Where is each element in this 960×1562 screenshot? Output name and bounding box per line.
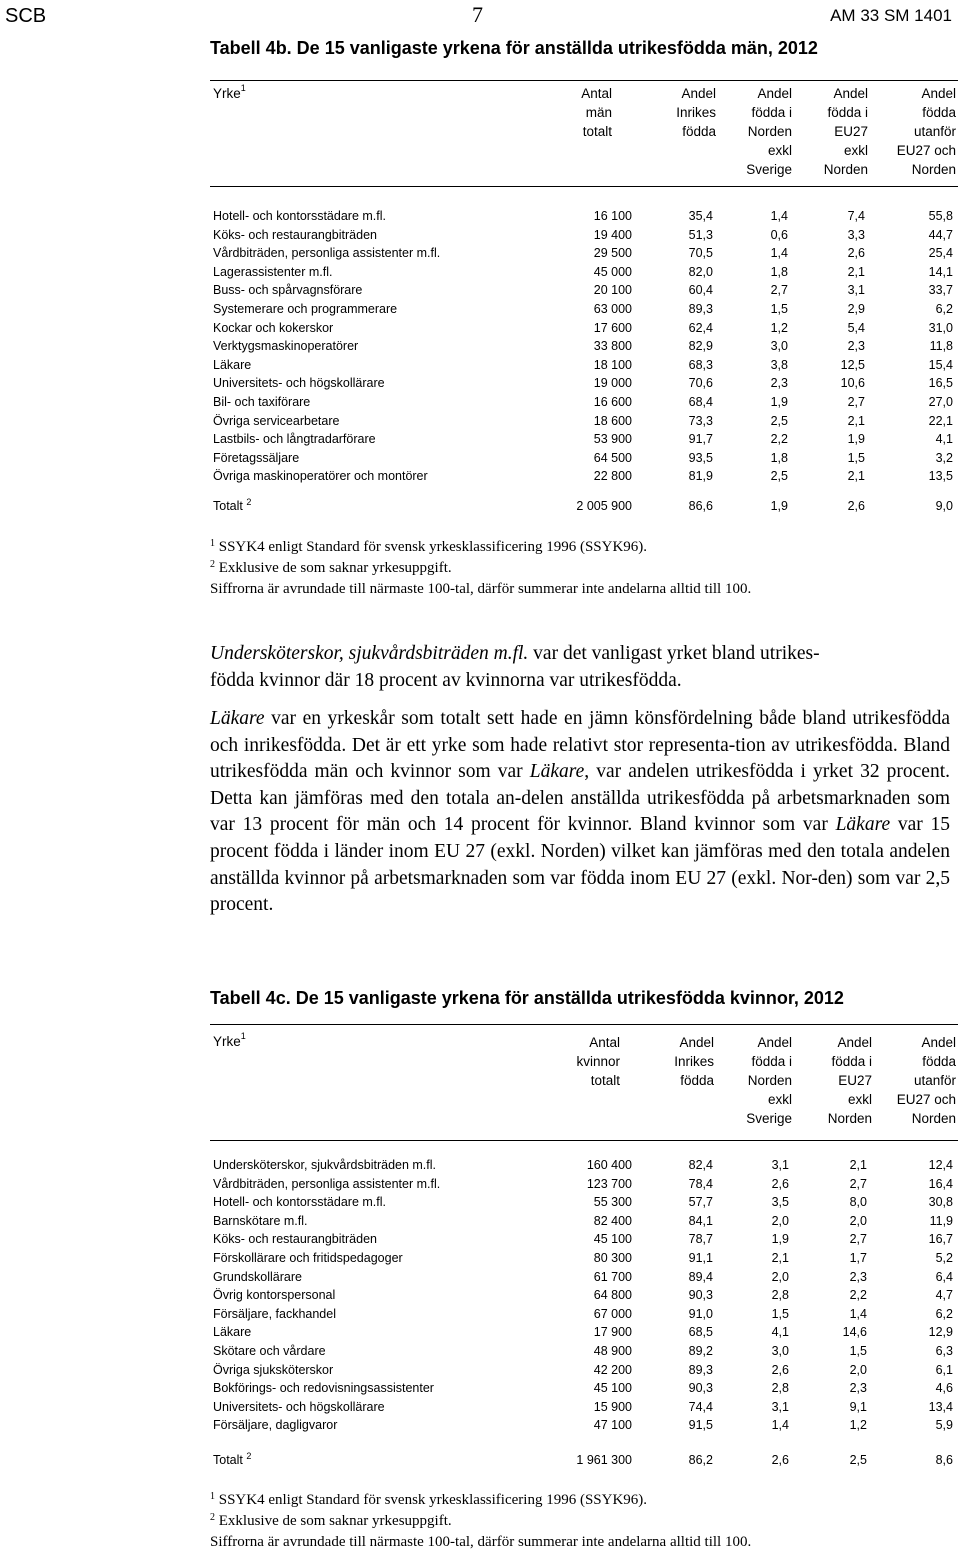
inrikes-share-cell: 91,0 <box>688 1306 713 1321</box>
outside-share-cell: 5,9 <box>935 1418 953 1433</box>
inrikes-share-cell: 89,2 <box>688 1344 713 1358</box>
norden-share-cell: 2,0 <box>771 1269 789 1284</box>
outside-share-cell: 11,8 <box>929 339 953 354</box>
occupation-name: Undersköterskor, sjukvårdsbiträden m.fl. <box>213 1158 437 1172</box>
eu27-share-cell: 2,1 <box>847 264 865 279</box>
table-row <box>213 1286 958 1305</box>
occupation-name: Köks- och restaurangbiträden <box>213 1232 377 1247</box>
footnote-rounding: Siffrorna är avrundade till närmaste 100-tal, därför summerar inte andelarna alltid till 100. <box>210 1534 752 1550</box>
outside-share-cell: 13,4 <box>928 1399 953 1414</box>
occupation-name: Lagerassistenter m.fl. <box>213 264 333 279</box>
table-4b-col-antal: Antal män totalt <box>581 86 612 139</box>
inrikes-share-cell: 68,5 <box>688 1325 713 1340</box>
eu27-share-cell: 1,5 <box>847 450 865 465</box>
eu27-share-cell: 2,3 <box>849 1381 867 1396</box>
table-4b-col-eu27: Andel födda i EU27 exkl Norden <box>823 86 868 177</box>
norden-share-cell: 4,1 <box>771 1325 789 1340</box>
inrikes-share-cell: 68,3 <box>688 357 713 372</box>
eu27-share-cell: 1,4 <box>849 1306 867 1321</box>
table-row <box>213 226 958 245</box>
eu27-share-cell: 1,5 <box>849 1344 867 1358</box>
inrikes-share-cell: 89,3 <box>688 1362 713 1377</box>
occupation-name: Bokförings- och redovisningsassistenter <box>213 1381 434 1396</box>
inrikes-share-cell: 82,4 <box>688 1158 713 1172</box>
footnote-1: $^1$ SSYK4 enligt Standard för svensk yrkesklassificering 1996 (SSYK96). <box>210 1491 648 1508</box>
occupation-name: Köks- och restaurangbiträden <box>213 227 377 242</box>
count-cell: 2 005 900 <box>576 499 632 513</box>
occupation-name: Bil- och taxiförare <box>213 395 311 409</box>
inrikes-share-cell: 70,5 <box>688 246 713 261</box>
norden-share-cell: 1,8 <box>770 450 788 465</box>
table-4c-col-utanfor: Andel födda utanför EU27 och Norden <box>896 1035 956 1126</box>
count-cell: 19 000 <box>593 376 632 391</box>
inrikes-share-cell: 60,4 <box>688 283 713 298</box>
outside-share-cell: 30,8 <box>928 1195 953 1210</box>
occupation-name: Systemerare och programmerare <box>213 302 398 316</box>
table-row <box>213 430 958 449</box>
count-cell: 20 100 <box>593 283 632 298</box>
table-4b-yrke-header: Yrke$^1$ <box>213 83 246 101</box>
count-cell: 63 000 <box>593 302 632 316</box>
table-4b-col-utanfor: Andel födda utanför EU27 och Norden <box>896 86 956 177</box>
table-row <box>213 337 958 356</box>
table-row <box>213 319 958 338</box>
table-row <box>213 412 958 431</box>
norden-share-cell: 1,5 <box>771 1306 789 1321</box>
count-cell: 53 900 <box>593 432 632 447</box>
table-4b-title: Tabell 4b. De 15 vanligaste yrkena för anställda utrikesfödda män, 2012 <box>210 38 818 58</box>
table-row <box>213 1230 958 1249</box>
table-row <box>213 300 958 319</box>
eu27-share-cell: 1,9 <box>847 432 865 447</box>
norden-share-cell: 3,0 <box>770 339 788 354</box>
inrikes-share-cell: 91,7 <box>688 432 713 447</box>
norden-share-cell: 1,4 <box>770 246 788 261</box>
occupation-name: Försäljare, dagligvaror <box>213 1418 338 1433</box>
eu27-share-cell: 7,4 <box>847 209 865 223</box>
outside-share-cell: 25,4 <box>928 246 953 261</box>
occupation-name: Övriga servicearbetare <box>213 413 340 428</box>
table-row <box>213 1342 958 1361</box>
norden-share-cell: 2,5 <box>770 469 788 484</box>
outside-share-cell: 4,6 <box>935 1381 953 1396</box>
occupation-name: Lastbils- och långtradarförare <box>213 432 376 447</box>
occupation-name: Grundskollärare <box>213 1269 302 1284</box>
inrikes-share-cell: 78,4 <box>688 1176 713 1191</box>
count-cell: 160 400 <box>586 1158 632 1172</box>
table-row <box>213 393 958 412</box>
occupation-name: Hotell- och kontorsstädare m.fl. <box>213 209 386 223</box>
table-row <box>213 1175 958 1194</box>
table-row <box>213 1379 958 1398</box>
table-4b-col-inrikes: Andel Inrikes födda <box>676 86 716 139</box>
eu27-share-cell: 10,6 <box>840 376 865 391</box>
paragraph-lakare: Läkare var en yrkeskår som totalt sett hade en jämn könsfördelning både bland utrikesfödda och inrikesfödda. Det är ett yrke som hade relativt stor representa-tion av utrikesfödda. Bland utrikesfödda män och kvinnor som var Läkare, var andelen utrikesfödda i yrket 32 procent. Detta kan jämföras med den totala an-delen anställda utrikesfödda på arbetsmarknaden som var 13 procent för män och 14 procent för kvinnor. Bland kvinnor som var Läkare var 15 procent födda i länder inom EU 27 (exkl. Norden) vilket kan jämföras med den totala andelen anställda kvinnor på arbetsmarknaden som var födda inom EU 27 (exkl. Nor-den) som var 2,5 procent. <box>210 708 951 916</box>
eu27-share-cell: 2,0 <box>849 1213 867 1228</box>
table-4b-col-norden: Andel födda i Norden exkl Sverige <box>746 86 792 177</box>
outside-share-cell: 6,4 <box>935 1269 953 1284</box>
table-row <box>213 1249 958 1268</box>
occupation-name: Verktygsmaskinoperatörer <box>213 339 359 354</box>
eu27-share-cell: 1,7 <box>849 1251 867 1265</box>
norden-share-cell: 2,5 <box>770 413 788 428</box>
inrikes-share-cell: 86,6 <box>688 499 713 513</box>
eu27-share-cell: 2,9 <box>847 302 865 316</box>
eu27-share-cell: 2,1 <box>847 469 865 484</box>
occupation-name: Buss- och spårvagnsförare <box>213 283 363 298</box>
eu27-share-cell: 2,7 <box>849 1176 867 1191</box>
norden-share-cell: 1,4 <box>771 1418 789 1433</box>
norden-share-cell: 2,7 <box>770 283 788 298</box>
norden-share-cell: 3,1 <box>771 1399 789 1414</box>
count-cell: 17 900 <box>593 1325 632 1340</box>
count-cell: 19 400 <box>593 227 632 242</box>
footnote-1: $^1$ SSYK4 enligt Standard för svensk yrkesklassificering 1996 (SSYK96). <box>210 538 648 555</box>
inrikes-share-cell: 82,9 <box>688 339 713 354</box>
inrikes-share-cell: 89,4 <box>688 1269 713 1284</box>
occupation-name: Kockar och kokerskor <box>213 320 334 335</box>
paragraph-undersköterskor: Undersköterskor, sjukvårdsbiträden m.fl. var det vanligast yrket bland utrikes- födda kvinnor där 18 procent av kvinnorna var utrikesfödda. <box>210 643 820 691</box>
outside-share-cell: 6,2 <box>935 302 953 316</box>
table-4c-footnotes <box>210 1490 751 1553</box>
count-cell: 33 800 <box>593 339 632 354</box>
count-cell: 22 800 <box>593 469 632 484</box>
norden-share-cell: 1,4 <box>770 209 788 223</box>
occupation-name: Läkare <box>213 1325 252 1340</box>
count-cell: 64 800 <box>593 1288 632 1303</box>
count-cell: 123 700 <box>586 1176 632 1191</box>
inrikes-share-cell: 90,3 <box>688 1288 713 1303</box>
occupation-name: Läkare <box>213 357 252 372</box>
inrikes-share-cell: 62,4 <box>688 320 713 335</box>
outside-share-cell: 15,4 <box>928 357 953 372</box>
occupation-name: Vårdbiträden, personliga assistenter m.fl. <box>213 246 441 261</box>
table-4c-top-rule <box>210 1024 958 1025</box>
norden-share-cell: 2,8 <box>771 1288 789 1303</box>
count-cell: 67 000 <box>593 1306 632 1321</box>
occupation-name: Totalt $^2$ <box>213 497 252 513</box>
table-row <box>213 374 958 393</box>
norden-share-cell: 3,8 <box>770 357 788 372</box>
table-row <box>213 449 958 468</box>
count-cell: 61 700 <box>593 1269 632 1284</box>
norden-share-cell: 1,9 <box>770 499 788 513</box>
table-row <box>213 467 958 486</box>
outside-share-cell: 4,7 <box>935 1288 953 1303</box>
table-4b-top-rule <box>210 80 958 81</box>
inrikes-share-cell: 82,0 <box>688 264 713 279</box>
eu27-share-cell: 2,0 <box>849 1362 867 1377</box>
norden-share-cell: 1,9 <box>770 395 788 409</box>
inrikes-share-cell: 73,3 <box>688 413 713 428</box>
eu27-share-cell: 2,1 <box>849 1158 867 1172</box>
table-4c-col-norden: Andel födda i Norden exkl Sverige <box>746 1035 792 1126</box>
inrikes-share-cell: 35,4 <box>688 209 713 223</box>
publication-id: AM 33 SM 1401 <box>830 6 952 25</box>
occupation-name: Universitets- och högskollärare <box>213 376 385 391</box>
inrikes-share-cell: 90,3 <box>688 1381 713 1396</box>
footnote-2: $^2$ Exklusive de som saknar yrkesuppgift. <box>210 1512 452 1529</box>
outside-share-cell: 8,6 <box>935 1453 953 1467</box>
eu27-share-cell: 3,3 <box>847 227 865 242</box>
eu27-share-cell: 2,3 <box>847 339 865 354</box>
norden-share-cell: 2,6 <box>771 1362 789 1377</box>
occupation-name: Hotell- och kontorsstädare m.fl. <box>213 1195 386 1210</box>
table-row <box>213 244 958 263</box>
table-total-row <box>213 497 958 516</box>
eu27-share-cell: 8,0 <box>849 1195 867 1210</box>
table-row <box>213 1416 958 1435</box>
eu27-share-cell: 12,5 <box>840 357 865 372</box>
outside-share-cell: 31,0 <box>928 320 953 335</box>
count-cell: 29 500 <box>593 246 632 261</box>
eu27-share-cell: 2,5 <box>849 1453 867 1467</box>
table-row <box>213 281 958 300</box>
count-cell: 45 100 <box>593 1381 632 1396</box>
occupation-name: Totalt $^2$ <box>213 1451 252 1467</box>
eu27-share-cell: 3,1 <box>847 283 865 298</box>
outside-share-cell: 4,1 <box>935 432 953 447</box>
count-cell: 18 100 <box>593 357 632 372</box>
norden-share-cell: 2,3 <box>770 376 788 391</box>
eu27-share-cell: 2,3 <box>849 1269 867 1284</box>
norden-share-cell: 3,5 <box>771 1195 789 1210</box>
count-cell: 80 300 <box>593 1251 632 1265</box>
inrikes-share-cell: 81,9 <box>688 469 713 484</box>
count-cell: 15 900 <box>593 1399 632 1414</box>
occupation-name: Vårdbiträden, personliga assistenter m.fl. <box>213 1176 441 1191</box>
occupation-name: Försäljare, fackhandel <box>213 1306 336 1321</box>
table-4c-col-eu27: Andel födda i EU27 exkl Norden <box>827 1035 872 1126</box>
table-4c-col-antal: Antal kvinnor totalt <box>576 1035 620 1088</box>
outside-share-cell: 16,4 <box>928 1176 953 1191</box>
inrikes-share-cell: 78,7 <box>688 1232 713 1247</box>
count-cell: 45 100 <box>593 1232 632 1247</box>
count-cell: 47 100 <box>593 1418 632 1433</box>
outside-share-cell: 22,1 <box>928 413 953 428</box>
eu27-share-cell: 5,4 <box>847 320 865 335</box>
count-cell: 18 600 <box>593 413 632 428</box>
occupation-name: Förskollärare och fritidspedagoger <box>213 1251 403 1265</box>
outside-share-cell: 9,0 <box>935 499 953 513</box>
footnote-rounding: Siffrorna är avrundade till närmaste 100-tal, därför summerar inte andelarna alltid till 100. <box>210 581 752 597</box>
norden-share-cell: 1,5 <box>770 302 788 316</box>
norden-share-cell: 2,6 <box>771 1176 789 1191</box>
table-row <box>213 1305 958 1324</box>
eu27-share-cell: 1,2 <box>849 1418 867 1433</box>
table-4b-header-rule <box>210 186 958 187</box>
inrikes-share-cell: 89,3 <box>688 302 713 316</box>
table-row <box>213 207 958 226</box>
inrikes-share-cell: 91,5 <box>688 1418 713 1433</box>
inrikes-share-cell: 93,5 <box>688 450 713 465</box>
count-cell: 45 000 <box>593 264 632 279</box>
table-row <box>213 1323 958 1342</box>
norden-share-cell: 1,9 <box>771 1232 789 1247</box>
inrikes-share-cell: 86,2 <box>688 1453 713 1467</box>
outside-share-cell: 55,8 <box>928 209 953 223</box>
norden-share-cell: 2,1 <box>771 1251 789 1265</box>
outside-share-cell: 44,7 <box>928 227 953 242</box>
norden-share-cell: 2,2 <box>770 432 788 447</box>
outside-share-cell: 3,2 <box>935 450 953 465</box>
outside-share-cell: 6,1 <box>935 1362 953 1377</box>
eu27-share-cell: 2,6 <box>847 246 865 261</box>
outside-share-cell: 5,2 <box>935 1251 953 1265</box>
table-total-row <box>213 1451 958 1470</box>
outside-share-cell: 12,4 <box>928 1158 953 1172</box>
occupation-name: Skötare och vårdare <box>213 1344 326 1358</box>
occupation-name: Övriga maskinoperatörer och montörer <box>213 469 428 484</box>
eu27-share-cell: 2,6 <box>847 499 865 513</box>
outside-share-cell: 16,7 <box>928 1232 953 1247</box>
outside-share-cell: 6,3 <box>935 1344 953 1358</box>
inrikes-share-cell: 84,1 <box>688 1213 713 1228</box>
count-cell: 16 100 <box>593 209 632 223</box>
count-cell: 55 300 <box>593 1195 632 1210</box>
inrikes-share-cell: 68,4 <box>688 395 713 409</box>
norden-share-cell: 1,8 <box>770 264 788 279</box>
count-cell: 1 961 300 <box>576 1453 632 1467</box>
table-row <box>213 1193 958 1212</box>
outside-share-cell: 11,9 <box>929 1213 953 1228</box>
outside-share-cell: 16,5 <box>928 376 953 391</box>
eu27-share-cell: 2,7 <box>847 395 865 409</box>
norden-share-cell: 3,1 <box>771 1158 789 1172</box>
table-4c-col-inrikes: Andel Inrikes födda <box>674 1035 714 1088</box>
norden-share-cell: 0,6 <box>770 227 788 242</box>
table-4c-header-rule <box>210 1140 958 1141</box>
outside-share-cell: 27,0 <box>928 395 953 409</box>
inrikes-share-cell: 70,6 <box>688 376 713 391</box>
table-row <box>213 1398 958 1417</box>
count-cell: 48 900 <box>593 1344 632 1358</box>
count-cell: 17 600 <box>593 320 632 335</box>
occupation-name: Universitets- och högskollärare <box>213 1399 385 1414</box>
norden-share-cell: 1,2 <box>770 320 788 335</box>
page-header-agency: SCB <box>5 5 47 27</box>
table-4c-title: Tabell 4c. De 15 vanligaste yrkena för anställda utrikesfödda kvinnor, 2012 <box>210 988 844 1008</box>
count-cell: 16 600 <box>593 395 632 409</box>
table-row <box>213 1268 958 1287</box>
eu27-share-cell: 2,1 <box>847 413 865 428</box>
count-cell: 42 200 <box>593 1362 632 1377</box>
inrikes-share-cell: 91,1 <box>688 1251 713 1265</box>
outside-share-cell: 6,2 <box>935 1306 953 1321</box>
table-row <box>213 1212 958 1231</box>
table-4c-yrke-header: Yrke$^1$ <box>213 1031 246 1049</box>
inrikes-share-cell: 74,4 <box>688 1399 713 1414</box>
count-cell: 64 500 <box>593 450 632 465</box>
eu27-share-cell: 14,6 <box>842 1325 867 1340</box>
table-row <box>213 263 958 282</box>
footnote-2: $^2$ Exklusive de som saknar yrkesuppgift. <box>210 559 452 576</box>
eu27-share-cell: 2,2 <box>849 1288 867 1303</box>
occupation-name: Företagssäljare <box>213 450 300 465</box>
count-cell: 82 400 <box>593 1213 632 1228</box>
inrikes-share-cell: 51,3 <box>688 227 713 242</box>
norden-share-cell: 3,0 <box>771 1344 789 1358</box>
norden-share-cell: 2,8 <box>771 1381 789 1396</box>
occupation-name: Övriga sjuksköterskor <box>213 1362 334 1377</box>
table-row <box>213 1156 958 1175</box>
eu27-share-cell: 9,1 <box>849 1399 867 1414</box>
page-number: 7 <box>472 2 483 27</box>
norden-share-cell: 2,0 <box>771 1213 789 1228</box>
table-4b-footnotes <box>210 537 751 600</box>
occupation-name: Barnskötare m.fl. <box>213 1213 308 1228</box>
outside-share-cell: 12,9 <box>928 1325 953 1340</box>
outside-share-cell: 33,7 <box>928 283 953 298</box>
table-row <box>213 356 958 375</box>
occupation-name: Övrig kontorspersonal <box>213 1288 336 1303</box>
inrikes-share-cell: 57,7 <box>688 1195 713 1210</box>
outside-share-cell: 14,1 <box>928 264 953 279</box>
table-row <box>213 1361 958 1380</box>
outside-share-cell: 13,5 <box>928 469 953 484</box>
norden-share-cell: 2,6 <box>771 1453 789 1467</box>
eu27-share-cell: 2,7 <box>849 1232 867 1247</box>
